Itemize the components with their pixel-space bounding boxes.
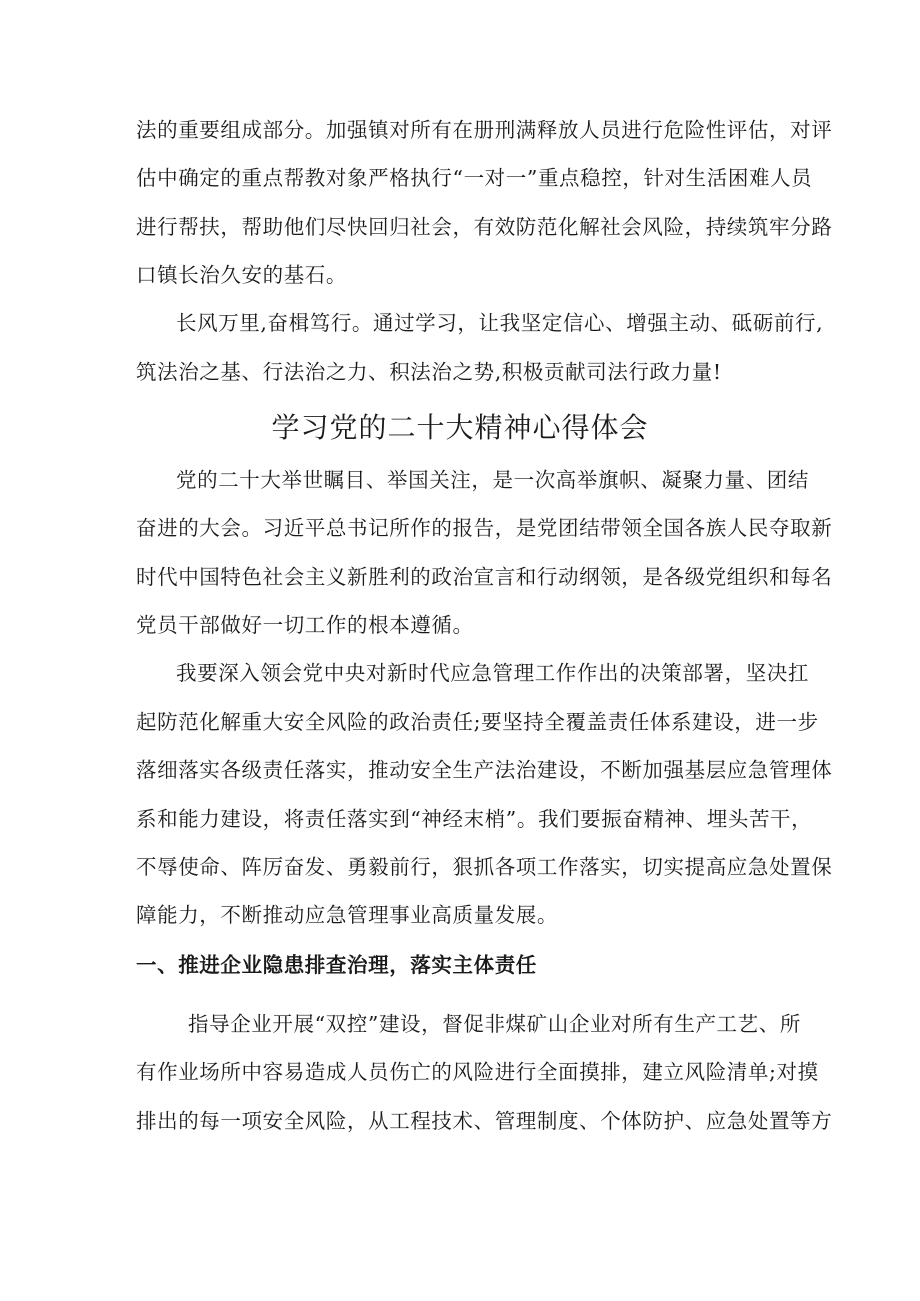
paragraph-line: 我要深入领会党中央对新时代应急管理工作作出的决策部署，坚决扛: [176, 661, 809, 685]
paragraph-line: 估中确定的重点帮教对象严格执行“一对一”重点稳控，针对生活困难人员: [136, 166, 813, 190]
paragraph-line: 奋进的大会。习近平总书记所作的报告，是党团结带领全国各族人民夺取新: [136, 516, 833, 540]
paragraph-line: 系和能力建设，将责任落实到“神经末梢”。我们要振奋精神、埋头苦干，: [136, 807, 813, 831]
paragraph-line: 障能力，不断推动应急管理事业高质量发展。: [136, 903, 558, 927]
paragraph-line: 长风万里,奋楫笃行。通过学习，让我坚定信心、增强主动、砥砺前行,: [176, 311, 824, 335]
paragraph-line: 有作业场所中容易造成人员伤亡的风险进行全面摸排，建立风险清单;对摸: [136, 1060, 819, 1084]
paragraph-line: 筑法治之基、行法治之力、积法治之势,积极贡献司法行政力量!: [136, 360, 722, 384]
paragraph-line: 党员干部做好一切工作的根本遵循。: [136, 613, 474, 637]
paragraph-line: 落细落实各级责任落实，推动安全生产法治建设，不断加强基层应急管理体: [136, 758, 833, 782]
paragraph-line: 进行帮扶，帮助他们尽快回归社会，有效防范化解社会风险，持续筑牢分路: [136, 215, 833, 239]
paragraph-line: 党的二十大举世瞩目、举国关注，是一次高举旗帜、凝聚力量、团结: [176, 468, 809, 492]
article-title: 学习党的二十大精神心得体会: [271, 411, 649, 444]
paragraph-line: 起防范化解重大安全风险的政治责任;要坚持全覆盖责任体系建设，进一步: [136, 710, 819, 734]
paragraph-line: 指导企业开展“双控”建设，督促非煤矿山企业对所有生产工艺、所: [188, 1012, 801, 1036]
paragraph-line: 法的重要组成部分。加强镇对所有在册刑满释放人员进行危险性评估，对评: [136, 118, 833, 142]
paragraph-line: 口镇长治久安的基石。: [136, 263, 347, 287]
paragraph-line: 时代中国特色社会主义新胜利的政治宣言和行动纲领，是各级党组织和每名: [136, 565, 833, 589]
paragraph-line: 不辱使命、阵厉奋发、勇毅前行，狠抓各项工作落实，切实提高应急处置保: [136, 855, 833, 879]
section-heading: 一、推进企业隐患排查治理，落实主体责任: [136, 953, 537, 977]
paragraph-line: 排出的每一项安全风险，从工程技术、管理制度、个体防护、应急处置等方: [136, 1109, 833, 1133]
